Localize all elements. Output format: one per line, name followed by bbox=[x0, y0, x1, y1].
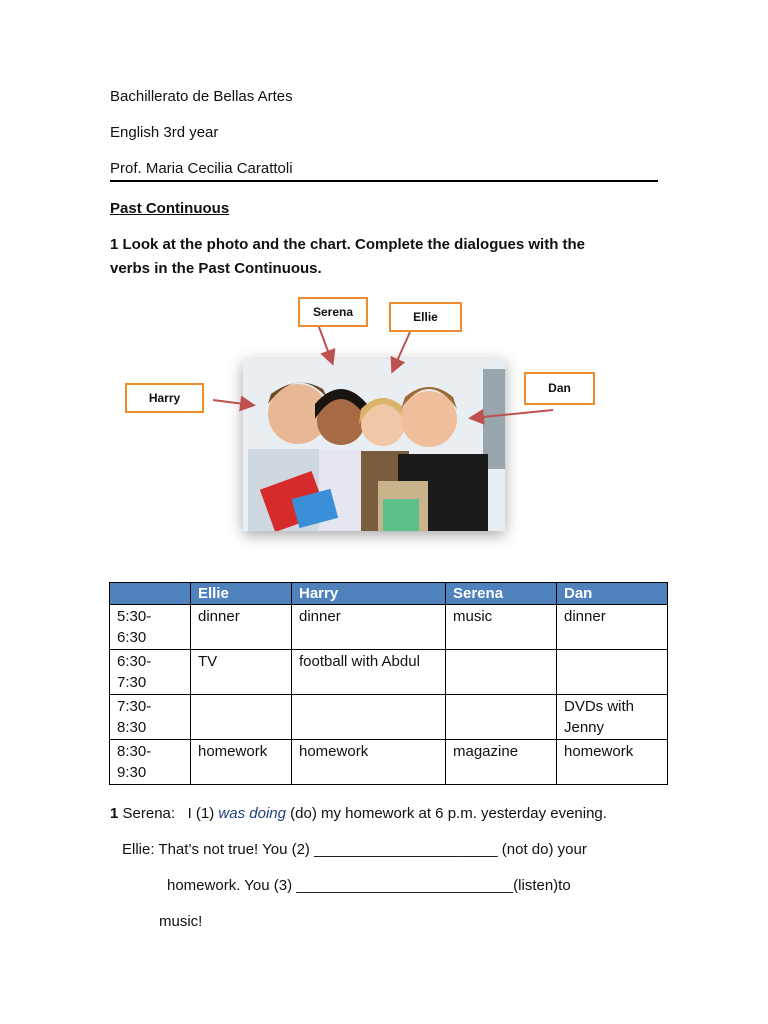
table-row bbox=[110, 650, 668, 695]
instruction-line-1: 1 Look at the photo and the chart. Complete the dialogues with the bbox=[110, 236, 586, 253]
section-title: Past Continuous bbox=[110, 200, 230, 217]
table-cell: football with Abdul bbox=[292, 650, 446, 695]
header-time bbox=[110, 583, 191, 605]
table-cell: music bbox=[446, 605, 557, 650]
table-cell bbox=[446, 650, 557, 695]
table-cell: magazine bbox=[446, 740, 557, 785]
table-cell bbox=[191, 695, 292, 740]
header-ellie: Ellie bbox=[191, 583, 292, 605]
table-row bbox=[110, 740, 668, 785]
table-cell: DVDs with Jenny bbox=[557, 695, 668, 740]
blank-3[interactable]: __________________________ bbox=[296, 877, 514, 894]
line1-prefix: I (1) bbox=[187, 805, 215, 822]
table-cell: TV bbox=[191, 650, 292, 695]
table-cell: homework bbox=[191, 740, 292, 785]
line1-suffix: (do) my homework at 6 p.m. yesterday evening. bbox=[290, 805, 607, 822]
example-answer: was doing bbox=[218, 805, 286, 822]
table-cell bbox=[557, 650, 668, 695]
serena-arrow bbox=[319, 327, 332, 362]
dialogue-line-2 bbox=[122, 841, 587, 858]
schedule-table bbox=[109, 582, 668, 785]
dialogue-line-3 bbox=[167, 877, 571, 894]
teacher-name: Prof. Maria Cecilia Carattoli bbox=[110, 160, 293, 177]
line3-suffix: (listen)to bbox=[513, 877, 571, 894]
dan-arrow bbox=[472, 410, 553, 418]
table-cell bbox=[446, 695, 557, 740]
header-dan: Dan bbox=[557, 583, 668, 605]
table-row bbox=[110, 605, 668, 650]
table-cell: dinner bbox=[292, 605, 446, 650]
speaker-ellie: Ellie: bbox=[122, 841, 155, 858]
exercise-number: 1 bbox=[110, 805, 119, 822]
instruction-line-2: verbs in the Past Continuous. bbox=[110, 260, 322, 277]
dialogue-line-4: music! bbox=[159, 913, 203, 930]
label-ellie: Ellie bbox=[389, 302, 462, 332]
line2-suffix: (not do) your bbox=[501, 841, 587, 858]
speaker-serena: Serena: bbox=[122, 805, 176, 822]
time-cell: 5:30- 6:30 bbox=[110, 605, 191, 650]
table-cell: homework bbox=[292, 740, 446, 785]
table-header-row bbox=[110, 583, 668, 605]
course-name: English 3rd year bbox=[110, 124, 219, 141]
table-cell: homework bbox=[557, 740, 668, 785]
time-cell: 8:30- 9:30 bbox=[110, 740, 191, 785]
dialogue-line-1 bbox=[110, 805, 607, 822]
time-cell: 7:30- 8:30 bbox=[110, 695, 191, 740]
table-cell: dinner bbox=[557, 605, 668, 650]
label-harry: Harry bbox=[125, 383, 204, 413]
header-harry: Harry bbox=[292, 583, 446, 605]
line2-prefix: That’s not true! You (2) bbox=[158, 841, 310, 858]
label-serena: Serena bbox=[298, 297, 368, 327]
table-row bbox=[110, 695, 668, 740]
ellie-arrow bbox=[393, 332, 410, 370]
header-serena: Serena bbox=[446, 583, 557, 605]
table-cell bbox=[292, 695, 446, 740]
label-dan: Dan bbox=[524, 372, 595, 405]
table-cell: dinner bbox=[191, 605, 292, 650]
school-name: Bachillerato de Bellas Artes bbox=[110, 88, 293, 105]
line3-prefix: homework. You (3) bbox=[167, 877, 293, 894]
harry-arrow bbox=[213, 400, 252, 405]
blank-2[interactable]: ______________________ bbox=[314, 841, 498, 858]
time-cell: 6:30- 7:30 bbox=[110, 650, 191, 695]
